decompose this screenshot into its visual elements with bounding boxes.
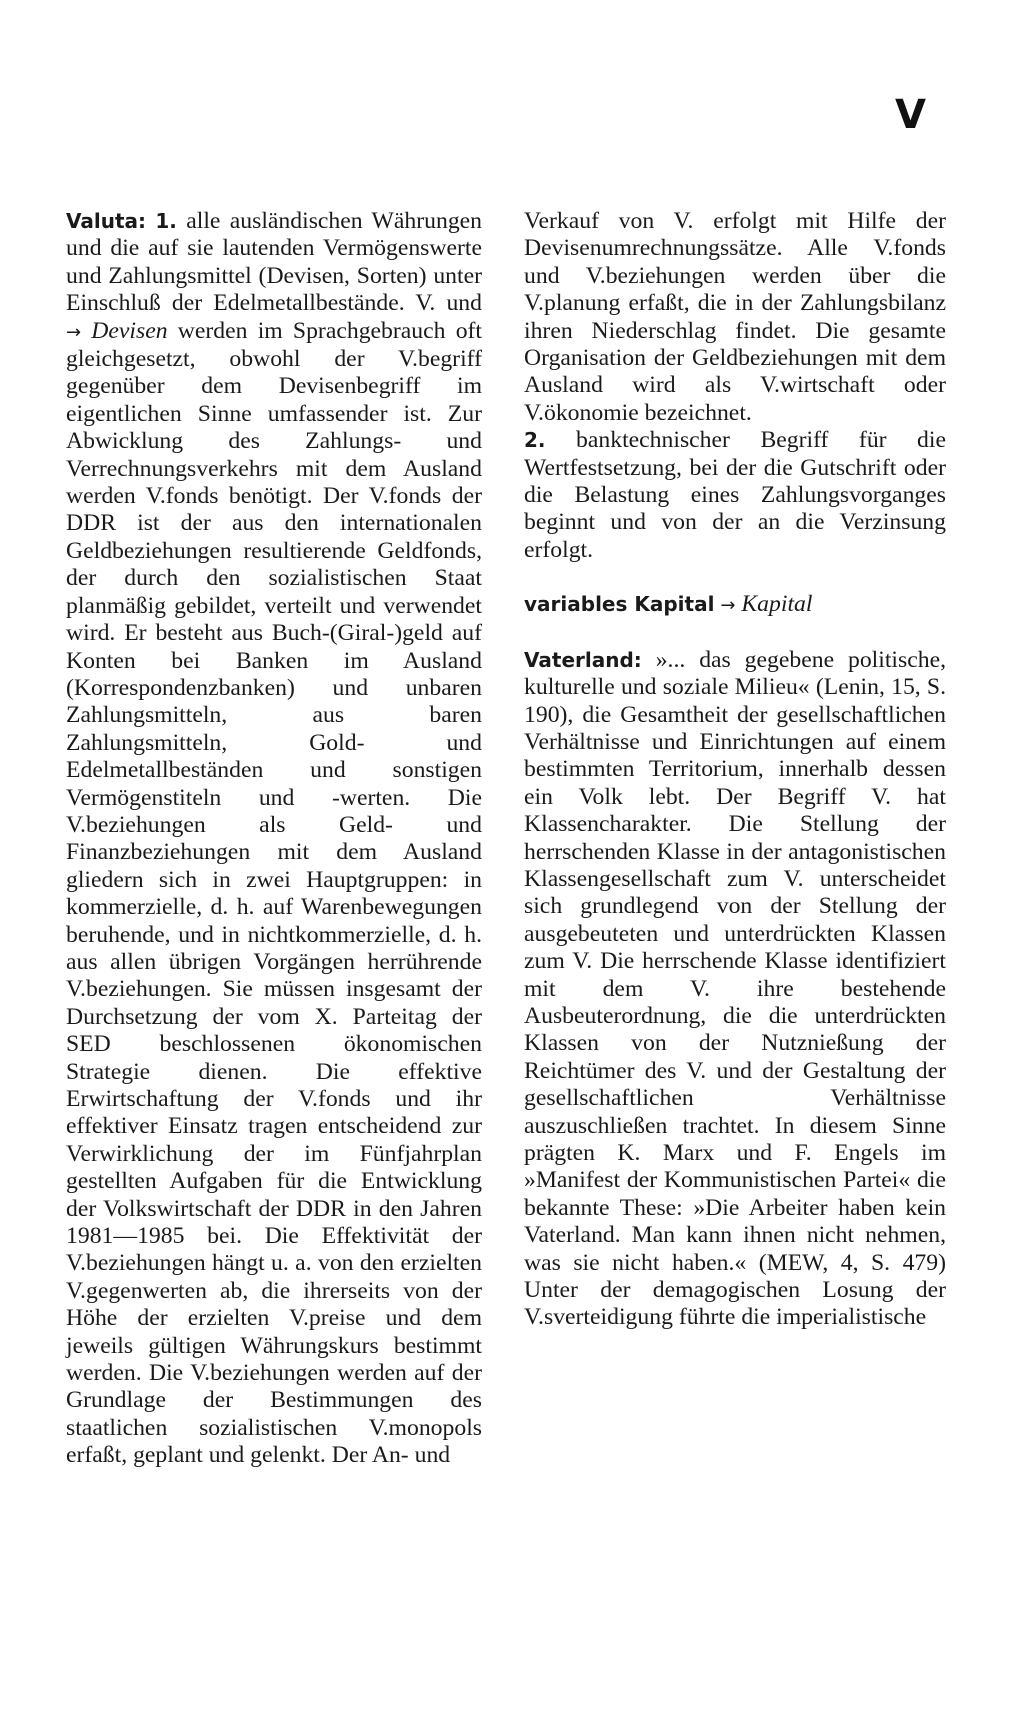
cross-reference-arrow-icon: → — [66, 321, 82, 343]
entry-gap — [524, 620, 946, 647]
headword-valuta: Valuta: — [66, 209, 147, 233]
valuta-sense-2-text: banktechnischer Begriff für die Wertfestsetzung, bei der die Gutschrift oder die Belastung eines Zahlungsvorganges beginnt und von der an die Verzinsung erfolgt. — [524, 427, 946, 563]
valuta-continuation: Verkauf von V. erfolgt mit Hilfe der Devisenumrechnungssätze. Alle V.fonds und V.beziehungen werden über die V.planung erfaßt, die in der Zahlungsbilanz ihren Niederschlag findet. Die gesamte Organisation der Geldbeziehungen mit dem Ausland wird als V.wirtschaft oder V.ökonomie bezeichnet. — [524, 208, 946, 426]
entry-variables-kapital — [524, 591, 946, 619]
headword-vaterland: Vaterland: — [524, 647, 642, 672]
section-letter: V — [895, 92, 926, 138]
sense-number-2: 2. — [524, 428, 546, 453]
entry-valuta — [66, 208, 482, 1470]
cross-reference-kapital: Kapital — [741, 591, 813, 618]
cross-reference-devisen: Devisen — [91, 317, 168, 344]
vaterland-text: »... das gegebene politische, kulturelle und soziale Milieu« (Lenin, 15, S. 190), die Gesamtheit der gesellschaftlichen Verhältnisse und Einrichtungen auf einem bestimmten Territorium, innerhalb dessen ein Volk lebt. Der Begriff V. hat Klassencharakter. Die Stellung der herrschenden Klasse in der antagonistischen Klassengesellschaft zum V. unterscheidet sich grundlegend von der Stellung der ausgebeuteten und unterdrückten Klassen zum V. Die herrschende Klasse identifiziert mit dem V. ihre bestehende Ausbeuterordnung, die die unterdrückten Klassen von der Nutznießung der Reichtümer des V. und der Gestaltung der gesellschaftlichen Verhältnisse auszuschließen trachtet. In diesem Sinne prägten K. Marx und F. Engels im »Manifest der Kommunistischen Partei« die bekannte These: »Die Arbeiter haben kein Vaterland. Man kann ihnen nicht nehmen, was sie nicht haben.« (MEW, 4, S. 479) Unter der demagogischen Losung der V.sverteidigung führte die imperialistische — [524, 646, 947, 1331]
valuta-text-a: alle ausländischen Währungen und die auf sie lautenden Vermögenswerte und Zahlungsmittel (Devisen, Sorten) unter Einschluß der Edelmetallbestände. V. und — [66, 208, 483, 317]
headword-variables-kapital: variables Kapital — [524, 592, 715, 617]
cross-reference-arrow-icon: → — [720, 595, 736, 617]
left-column — [66, 208, 482, 1470]
entry-vaterland — [524, 647, 946, 1332]
valuta-text-b: werden im Sprachgebrauch oft gleichgesetzt, obwohl der V.begriff gegenüber dem Devisenbegriff im eigentlichen Sinne umfassender ist. Zur Abwicklung des Zahlungs- und Verrechnungsverkehrs mit dem Ausland werden V.fonds benötigt. Der V.fonds der DDR ist der aus den internationalen Geldbeziehungen resultierende Geldfonds, der durch den sozialistischen Staat planmäßig gebildet, verteilt und verwendet wird. Er besteht aus Buch-(Giral-)geld auf Konten bei Banken im Ausland (Korrespondenzbanken) und unbaren Zahlungsmitteln, aus baren Zahlungsmitteln, Gold- und Edelmetallbeständen und sonstigen Vermögenstiteln und -werten. Die V.beziehungen als Geld- und Finanzbeziehungen mit dem Ausland gliedern sich in zwei Hauptgruppen: in kommerzielle, d. h. auf Warenbewegungen beruhende, und in nichtkommerzielle, d. h. aus allen übrigen Vorgängen herrührende V.beziehungen. Sie müssen insgesamt der Durchsetzung der vom X. Parteitag der SED beschlossenen ökonomischen Strategie dienen. Die effektive Erwirtschaftung der V.fonds und ihr effektiver Einsatz tragen entscheidend zur Verwirklichung der im Fünfjahrplan gestellten Aufgaben für die Entwicklung der Volkswirtschaft der DDR in den Jahren 1981—1985 bei. Die Effektivität der V.beziehungen hängt u. a. von den erzielten V.gegenwerten ab, die ihrerseits von der Höhe der erzielten V.preise und dem jeweils gültigen Währungskurs bestimmt werden. Die V.beziehungen werden auf der Grundlage der Bestimmungen des staatlichen sozialistischen V.monopols erfaßt, geplant und gelenkt. Der An- und — [66, 317, 483, 1469]
entry-gap — [524, 564, 946, 591]
right-column — [524, 208, 946, 1332]
sense-number-1: 1. — [155, 209, 177, 233]
valuta-sense-2 — [524, 427, 946, 564]
